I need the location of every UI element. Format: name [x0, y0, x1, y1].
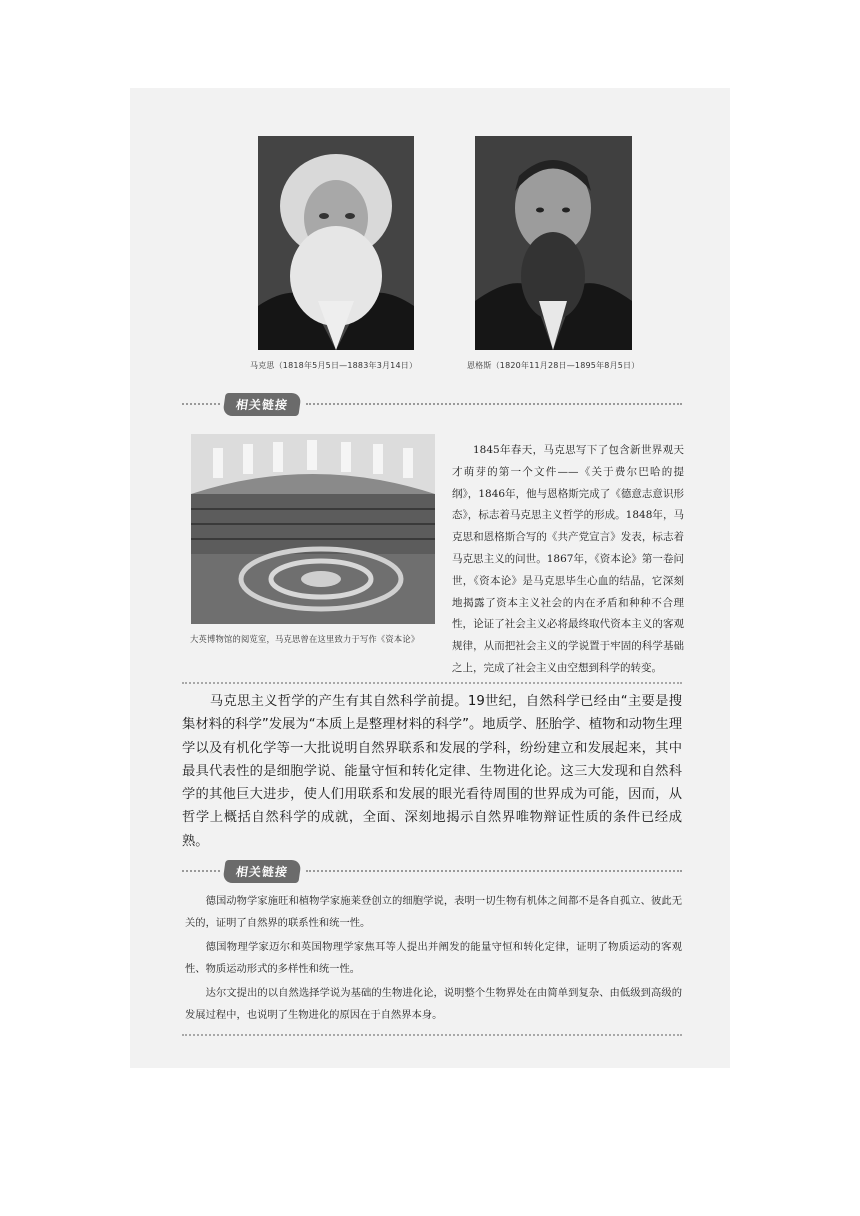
energy-conservation-paragraph: 德国物理学家迈尔和英国物理学家焦耳等人提出并阐发的能量守恒和转化定律，证明了物质运动的客观性、物质运动形式的多样性和统一性。 — [185, 941, 682, 975]
dotted-divider — [182, 1034, 682, 1036]
engels-caption: 恩格斯（1820年11月28日—1895年8月5日） — [467, 361, 640, 370]
marx-portrait — [258, 136, 414, 350]
engels-portrait — [475, 136, 632, 350]
dotted-divider — [182, 403, 220, 405]
related-link-1-text: 1845年春天，马克思写下了包含新世界观天才萌芽的第一个文件——《关于费尔巴哈的提纲》，1846年，他与恩格斯完成了《德意志意识形态》，标志着马克思主义哲学的形成。1848年，马克思和恩格斯合写的《共产党宣言》发表，标志着马克思主义的问世。1867年，《资本论》第一卷问世，《资本论》是马克思毕生心血的结晶，它深刻地揭露了资本主义社会的内在矛盾和种种不合理性，论证了社会主义必将最终取代资本主义的客观规律，从而把社会主义的学说置于牢固的科学基础之上，完成了社会主义由空想到科学的转变。 — [452, 444, 684, 674]
dotted-divider — [182, 870, 220, 872]
related-link-badge: 相关链接 — [222, 393, 301, 416]
dotted-divider — [182, 682, 682, 684]
evolution-paragraph: 达尔文提出的以自然选择学说为基础的生物进化论，说明整个生物界处在由简单到复杂、由低级到高级的发展过程中，也说明了生物进化的原因在于自然界本身。 — [185, 987, 682, 1021]
dotted-divider — [306, 403, 682, 405]
marx-caption: 马克思（1818年5月5日—1883年3月14日） — [250, 361, 418, 370]
cell-theory-paragraph: 德国动物学家施旺和植物学家施莱登创立的细胞学说，表明一切生物有机体之间都不是各自孤立、彼此无关的，证明了自然界的联系性和统一性。 — [185, 895, 682, 929]
library-caption: 大英博物馆的阅览室，马克思曾在这里致力于写作《资本论》 — [190, 634, 420, 644]
british-museum-reading-room-photo — [191, 434, 435, 624]
related-link-header-2 — [182, 859, 682, 883]
related-link-header-1 — [182, 392, 682, 416]
related-link-badge: 相关链接 — [222, 860, 301, 883]
related-link-2-text — [185, 891, 682, 1029]
main-paragraph: 马克思主义哲学的产生有其自然科学前提。19世纪，自然科学已经由“主要是搜集材料的科学”发展为“本质上是整理材料的科学”。地质学、胚胎学、植物和动物生理学以及有机化学等一大批说明自然界联系和发展的学科，纷纷建立和发展起来，其中最具代表性的是细胞学说、能量守恒和转化定律、生物进化论。这三大发现和自然科学的其他巨大进步，使人们用联系和发展的眼光看待周围的世界成为可能，因而，从哲学上概括自然科学的成就，全面、深刻地揭示自然界唯物辩证性质的条件已经成熟。 — [182, 694, 682, 849]
dotted-divider — [306, 870, 682, 872]
